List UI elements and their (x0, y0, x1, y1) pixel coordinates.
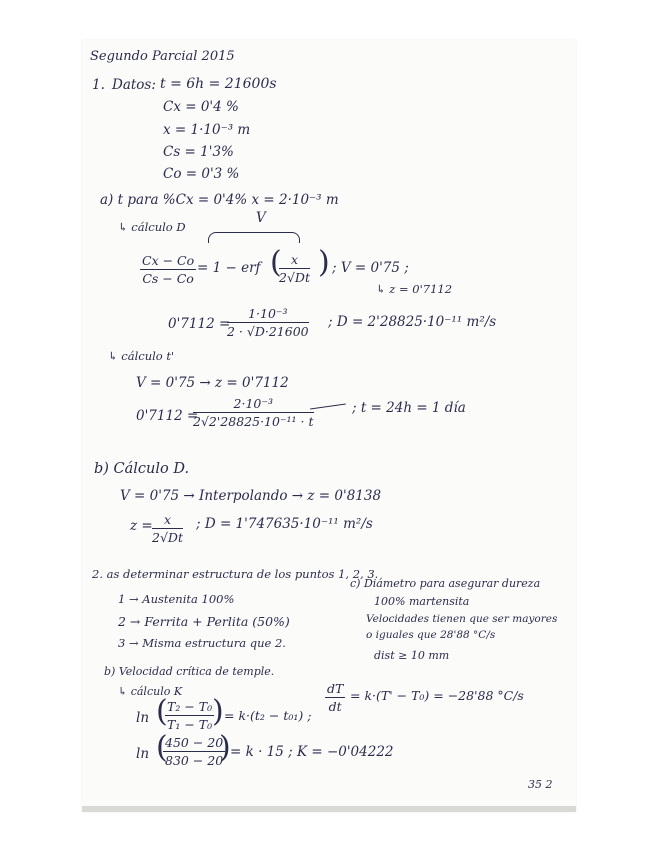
calc-d-label: ↳ cálculo D (118, 220, 186, 234)
eq2-d-result: ; D = 2'28825·10⁻¹¹ m²/s (328, 314, 497, 330)
eq3-denominator: 2√2'28825·10⁻¹¹ · t (193, 414, 314, 429)
dtdt-denominator: dt (328, 699, 342, 714)
given-time: t = 6h = 21600s (160, 76, 277, 92)
eq2-numerator: 1·10⁻³ (227, 306, 309, 323)
eq2-denominator: 2 · √D·21600 (227, 324, 309, 339)
datos-label: Datos: (112, 77, 156, 93)
structure-point-1: 1 → Austenita 100% (118, 592, 235, 606)
problem-1-number: 1. (92, 77, 105, 93)
part-b-heading: b) Cálculo D. (94, 461, 190, 477)
ln1-paren-open: ( (156, 694, 168, 729)
eq1-erf: = 1 − erf (197, 260, 261, 276)
ln1-paren-close: ) (212, 694, 224, 729)
dtdt-rhs: = k·(T' − T₀) = −28'88 °C/s (350, 688, 524, 703)
ln2-prefix: ln (136, 746, 150, 762)
eq1-denominator: Cs − Co (142, 271, 194, 286)
ln2-numerator: 450 − 20 (165, 735, 224, 750)
eq1-inner-fraction (279, 252, 310, 285)
eq2-left: 0'7112 = (168, 316, 231, 332)
eq3-fraction (193, 396, 314, 429)
ln1-fraction (165, 699, 214, 732)
ln2-paren-open: ( (156, 730, 168, 765)
eq1-paren-open: ( (270, 245, 282, 280)
ln2-rhs: = k · 15 ; K = −0'04222 (230, 744, 394, 760)
part-c-distance: dist ≥ 10 mm (374, 649, 450, 662)
ln2-paren-close: ) (219, 730, 231, 765)
ln1-prefix: ln (136, 710, 150, 726)
part-a-heading: a) t para %Cx = 0'4% x = 2·10⁻³ m (100, 192, 339, 208)
eq1-numerator: Cx − Co (142, 253, 195, 268)
page-footer-mark: 35 2 (528, 778, 553, 791)
eq2-fraction (227, 306, 309, 339)
eq4-denominator: 2√Dt (152, 530, 183, 545)
eq4-fraction (152, 512, 183, 545)
eq3-numerator: 2·10⁻³ (193, 396, 314, 413)
ln2-fraction (163, 735, 225, 768)
eq3-t-result: ; t = 24h = 1 día (352, 400, 466, 416)
part-b2-heading: b) Velocidad crítica de temple. (104, 665, 275, 678)
paper-bottom-edge (82, 806, 576, 812)
eq1-paren-close: ) (318, 245, 330, 280)
calc-t-label: ↳ cálculo t' (108, 349, 175, 363)
problem-2-heading: 2. as determinar estructura de los puntos 1, 2, 3. (92, 567, 379, 581)
v-z-line: V = 0'75 → z = 0'7112 (136, 375, 289, 391)
ln2-denominator: 830 − 20 (165, 753, 224, 768)
v-label: V (256, 210, 266, 226)
structure-point-2: 2 → Ferrita + Perlita (50%) (118, 614, 290, 629)
v-brace (208, 232, 300, 243)
ln1-denominator: T₁ − T₀ (167, 717, 213, 732)
eq4-left: z = (130, 518, 153, 534)
part-c-velocidades: Velocidades tienen que ser mayores (366, 613, 558, 625)
part-c-martensita: 100% martensita (374, 595, 470, 608)
ln1-rhs: = k·(t₂ − t₀₁) ; (224, 708, 312, 723)
eq4-d-result: ; D = 1'747635·10⁻¹¹ m²/s (196, 516, 373, 532)
ln1-numerator: T₂ − T₀ (167, 699, 213, 714)
interpolation-line: V = 0'75 → Interpolando → z = 0'8138 (120, 488, 382, 504)
given-cx: Cx = 0'4 % (163, 99, 239, 115)
eq1-v-result: ; V = 0'75 ; (332, 260, 409, 276)
eq1-inner-denominator: 2√Dt (279, 270, 310, 285)
eq1-inner-numerator: x (279, 252, 310, 269)
structure-point-3: 3 → Misma estructura que 2. (118, 636, 286, 650)
dtdt-fraction (325, 681, 345, 714)
dtdt-numerator: dT (327, 681, 344, 696)
eq3-left: 0'7112 = (136, 408, 199, 424)
part-c-iguales: o iguales que 28'88 °C/s (366, 629, 496, 641)
given-x: x = 1·10⁻³ m (163, 122, 251, 138)
z-result-1: ↳ z = 0'7112 (376, 282, 453, 296)
part-c-heading: c) Diámetro para asegurar dureza (350, 577, 541, 590)
calc-k-label: ↳ cálculo K (118, 685, 183, 698)
page-title: Segundo Parcial 2015 (90, 49, 235, 64)
given-co: Co = 0'3 % (163, 166, 240, 182)
given-cs: Cs = 1'3% (163, 144, 234, 160)
eq4-numerator: x (152, 512, 183, 529)
eq1-fraction (140, 253, 196, 286)
